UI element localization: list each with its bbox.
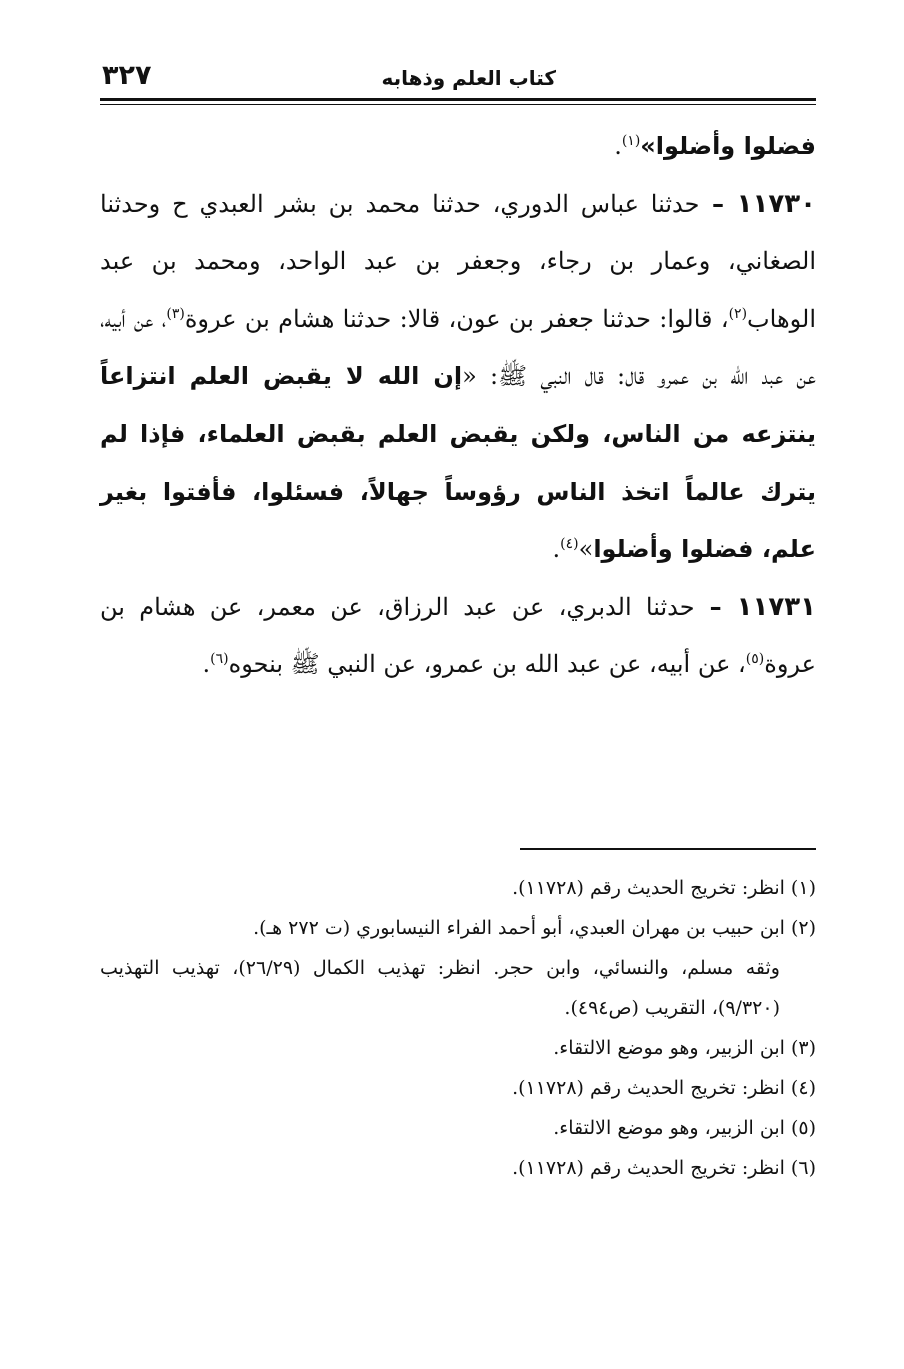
footnote-ref-4: (٤) (560, 536, 579, 553)
footnotes (100, 868, 816, 1188)
hadith-dash: – (699, 189, 737, 218)
footnote-ref-2: (٢) (728, 305, 748, 322)
main-text (100, 118, 816, 694)
footnote-ref-1: (١) (621, 133, 641, 149)
isnad-part-2: ، قالوا: حدثنا جعفر بن عون، قالا: حدثنا هشام بن عروة (184, 304, 729, 333)
period: . (552, 535, 561, 564)
footnote-ref-3: (٣) (166, 305, 185, 322)
hadith-matn: إن الله لا يقبض العلم انتزاعاً ينتزعه من الناس، ولكن يقبض العلم بقبض العلماء، فإذا لم يترك عالماً اتخذ الناس رؤوساً جهالاً، فسئلوا، فأفتوا بغير علم، فضلوا وأضلوا (100, 362, 816, 564)
period: . (202, 650, 211, 679)
hadith-number: ١١٧٣٠ (736, 188, 816, 219)
footnote-2: (٢) ابن حبيب بن مهران العبدي، أبو أحمد الفراء النيسابوري (ت ٢٧٢ هـ). (253, 917, 816, 939)
footnote-3: (٣) ابن الزبير، وهو موضع الالتقاء. (553, 1037, 816, 1059)
header-rule-thin (100, 104, 816, 105)
chapter-title: كتاب العلم وذهابه (381, 66, 556, 90)
hadith-number: ١١٧٣١ (736, 591, 816, 622)
quote-ending: فضلوا وأضلوا» (640, 132, 816, 160)
footnote-4: (٤) انظر: تخريج الحديث رقم (١١٧٢٨). (512, 1077, 816, 1099)
footnote-ref-6: (٦) (210, 651, 229, 668)
hadith-11731 (100, 579, 816, 694)
paragraph-continuation (100, 118, 816, 176)
running-header (100, 56, 816, 100)
footnote-separator (520, 848, 816, 850)
footnote-5: (٥) ابن الزبير، وهو موضع الالتقاء. (553, 1117, 816, 1139)
isnad-part-1: حدثنا الدبري، عن عبد الرزاق، عن معمر، عن هشام بن عروة (100, 592, 816, 679)
header-rule-thick (100, 98, 816, 101)
period: . (614, 132, 622, 160)
footnote-1: (١) انظر: تخريج الحديث رقم (١١٧٢٨). (512, 877, 816, 899)
book-page (100, 56, 816, 1336)
footnote-ref-5: (٥) (745, 651, 765, 668)
footnote-2-continuation: وثقه مسلم، والنسائي، وابن حجر. انظر: تهذيب الكمال (٢٦/٢٩)، تهذيب التهذيب (٩/٣٢٠)، التقريب (ص٤٩٤). (100, 957, 780, 1019)
hadith-dash: – (694, 592, 737, 621)
page-number: ٣٢٧ (102, 60, 152, 91)
isnad-part-1: حدثنا عباس الدوري، حدثنا محمد بن بشر العبدي ح وحدثنا الصغاني، وعمار بن رجاء، وجعفر بن عبد الواحد، ومحمد بن عبد الوهاب (100, 189, 816, 333)
footnote-6: (٦) انظر: تخريج الحديث رقم (١١٧٢٨). (512, 1157, 816, 1179)
quote-close: » (578, 535, 594, 564)
isnad-part-2: ، عن أبيه، عن عبد الله بن عمرو، عن النبي ﷺ بنحوه (228, 650, 746, 679)
isnad-part-3: ، عن أبيه، عن عبد الله بن عمرو قال: قال النبي ﷺ: « (100, 304, 816, 391)
hadith-11730 (100, 176, 816, 579)
